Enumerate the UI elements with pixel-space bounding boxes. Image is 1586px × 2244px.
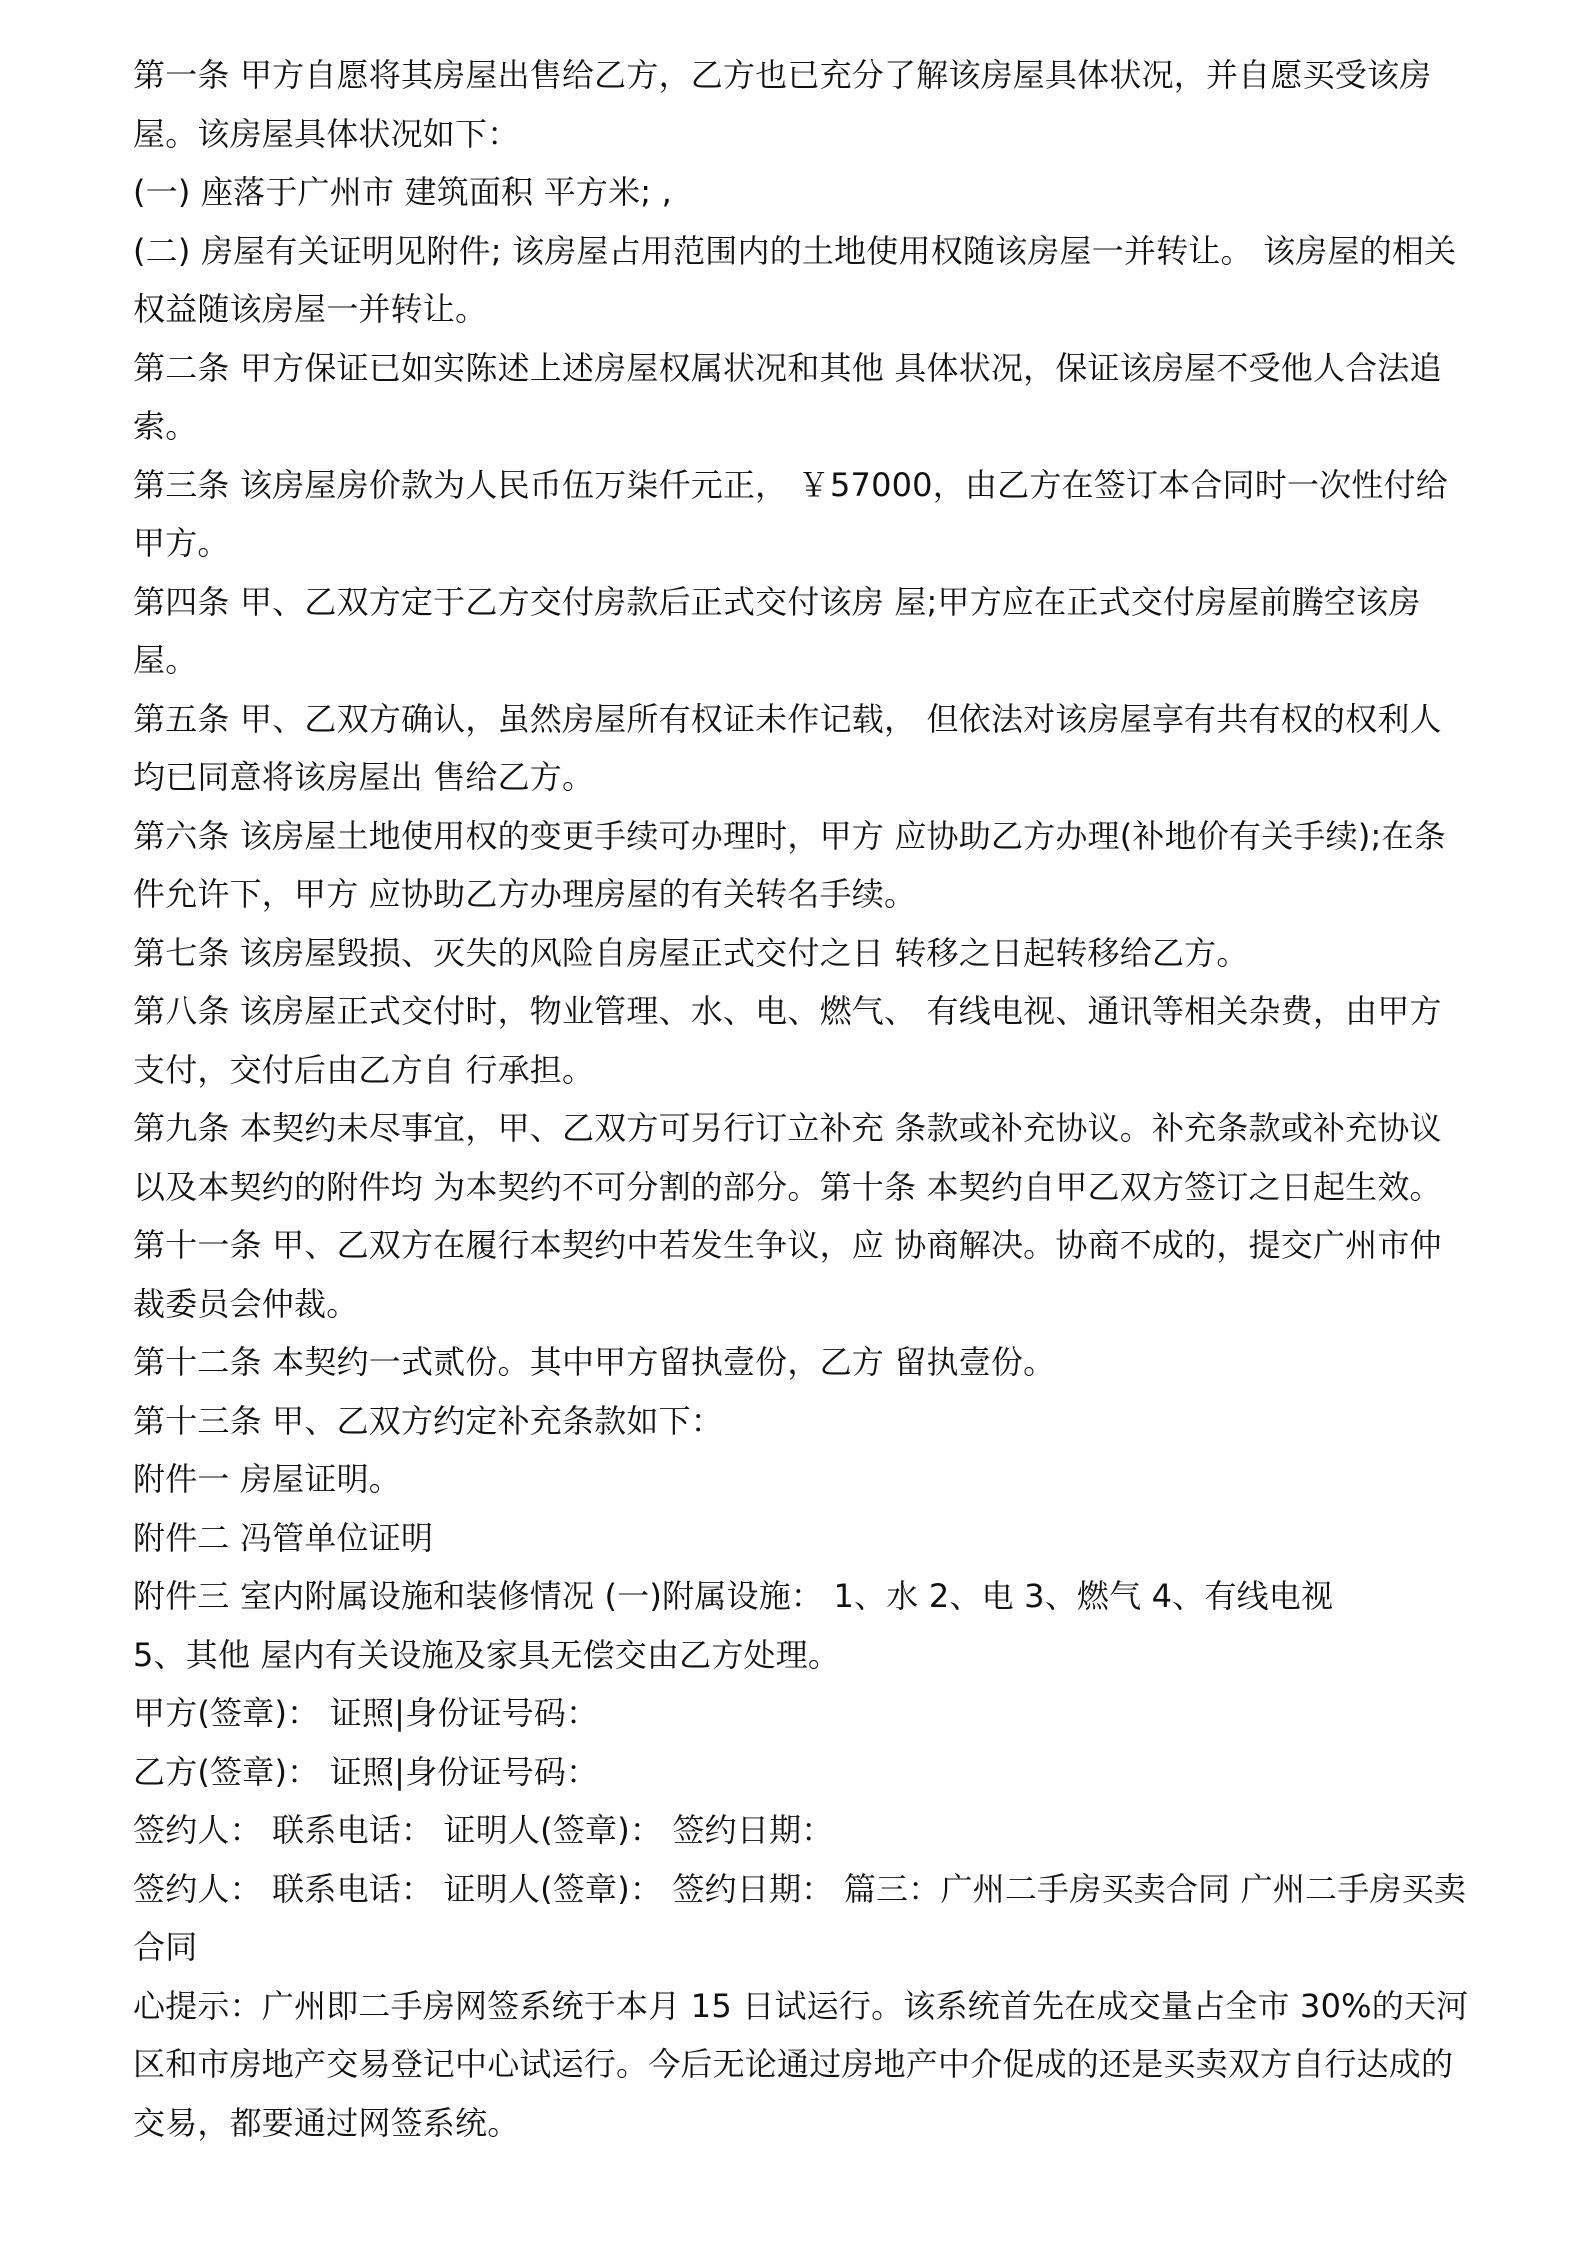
text-line: 第八条 该房屋正式交付时，物业管理、水、电、燃气、 有线电视、通讯等相关杂费，由甲方 xyxy=(133,992,1442,1030)
text-line: 第十三条 甲、乙双方约定补充条款如下： xyxy=(133,1401,723,1440)
text-line: 屋。该房屋具体状况如下： xyxy=(133,114,520,153)
text-line: 裁委员会仲裁。 xyxy=(133,1284,359,1323)
text-line: 以及本契约的附件均 为本契约不可分割的部分。第十条 本契约自甲乙双方签订之日起生效。 xyxy=(133,1167,1442,1206)
text-line: 附件二 冯管单位证明 xyxy=(133,1518,434,1557)
text-line: 签约人： 联系电话： 证明人(签章)： 签约日期： xyxy=(133,1811,834,1849)
text-line: 均已同意将该房屋出 售给乙方。 xyxy=(133,758,595,796)
text-line: 第三条 该房屋房价款为人民币伍万柒仟元正， ￥57000，由乙方在签订本合同时一次性付给 xyxy=(133,465,1448,504)
text-line: 5、其他 屋内有关设施及家具无偿交由乙方处理。 xyxy=(133,1635,841,1674)
text-line: 附件一 房屋证明。 xyxy=(133,1460,401,1498)
text-line: (二) 房屋有关证明见附件; 该房屋占用范围内的土地使用权随该房屋一并转让。 该房屋的相关 xyxy=(133,231,1457,270)
text-line: 第七条 该房屋毁损、灭失的风险自房屋正式交付之日 转移之日起转移给乙方。 xyxy=(133,933,1249,972)
text-line: 合同 xyxy=(133,1928,198,1966)
text-line: 第十二条 本契约一式贰份。其中甲方留执壹份，乙方 留执壹份。 xyxy=(133,1343,1056,1381)
text-line: 交易，都要通过网签系统。 xyxy=(133,2103,520,2142)
text-line: 区和市房地产交易登记中心试运行。今后无论通过房地产中介促成的还是买卖双方自行达成的 xyxy=(133,2045,1454,2083)
text-line: 甲方。 xyxy=(133,524,230,562)
text-line: 乙方(签章)： 证照|身份证号码： xyxy=(133,1752,599,1791)
text-line: 第二条 甲方保证已如实陈述上述房屋权属状况和其他 具体状况，保证该房屋不受他人合法追 xyxy=(133,348,1442,387)
text-line: 第九条 本契约未尽事宜，甲、乙双方可另行订立补充 条款或补充协议。补充条款或补充协议 xyxy=(133,1109,1442,1147)
document-page xyxy=(133,46,1469,2152)
text-line: 第六条 该房屋土地使用权的变更手续可办理时，甲方 应协助乙方办理(补地价有关手续);在条 xyxy=(133,816,1446,855)
text-line: 第十一条 甲、乙双方在履行本契约中若发生争议，应 协商解决。协商不成的，提交广州市仲 xyxy=(133,1226,1442,1264)
text-line: 权益随该房屋一并转让。 xyxy=(133,290,488,328)
text-line: 第一条 甲方自愿将其房屋出售给乙方，乙方也已充分了解该房屋具体状况，并自愿买受该房 xyxy=(133,56,1432,94)
text-line: 件允许下，甲方 应协助乙方办理房屋的有关转名手续。 xyxy=(133,875,917,913)
text-line: 第五条 甲、乙双方确认，虽然房屋所有权证未作记载， 但依法对该房屋享有共有权的权利人 xyxy=(133,699,1442,738)
text-line: 心提示：广州即二手房网签系统于本月 15 日试运行。该系统首先在成交量占全市 30%的天河 xyxy=(133,1986,1469,2025)
text-line: 屋。 xyxy=(133,641,198,679)
text-line: 第四条 甲、乙双方定于乙方交付房款后正式交付该房 屋;甲方应在正式交付房屋前腾空该房 xyxy=(133,582,1421,621)
text-line: 签约人： 联系电话： 证明人(签章)： 签约日期： 篇三：广州二手房买卖合同 广州二手房买卖 xyxy=(133,1869,1467,1908)
text-line: 支付，交付后由乙方自 行承担。 xyxy=(133,1050,595,1089)
text-line: (一) 座落于广州市 建筑面积 平方米; , xyxy=(133,173,673,211)
text-line: 附件三 室内附属设施和装修情况 (一)附属设施： 1、水 2、电 3、燃气 4、有线电视 xyxy=(133,1577,1334,1615)
text-line: 甲方(签章)： 证照|身份证号码： xyxy=(133,1694,599,1732)
text-line: 索。 xyxy=(133,407,198,445)
